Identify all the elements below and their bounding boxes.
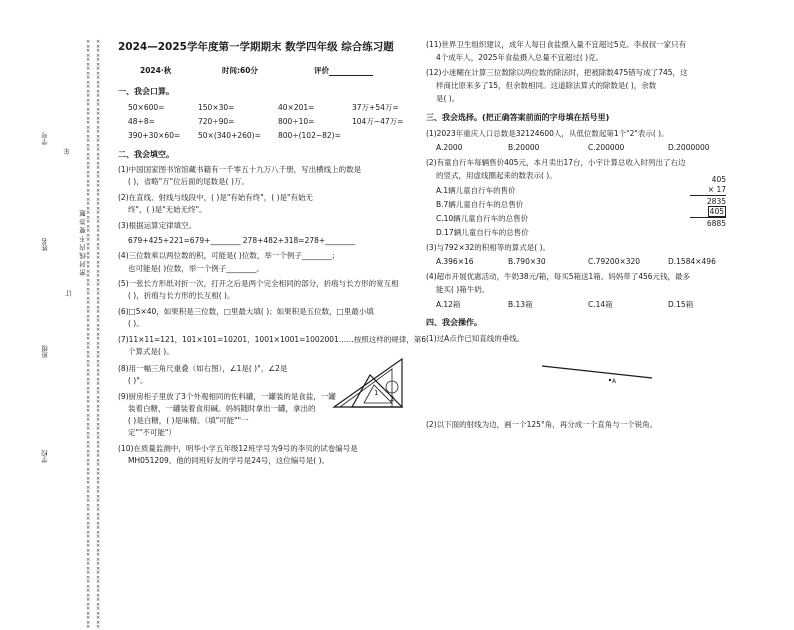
sec3-q4: (4)超市开展优惠活动，牛奶38元/箱，每买5箱送1箱。妈妈带了456元钱，最多: [426, 272, 691, 281]
oral-calc-r3c3: 800÷(102−82)=: [278, 131, 341, 140]
sec3-title: 三、我会选择。(把正确答案前面的字母填在括号里): [426, 113, 610, 122]
sec2-line: (4)三位数乘以两位数的积，可能是( )位数，举一个例子________；: [118, 251, 340, 260]
sec2-line: 也可能是( )位数，举一个例子________。: [128, 264, 264, 273]
angle1-label: 1: [374, 389, 379, 397]
sec2b-line: 4个成年人，2025年食盐摄入总量不宜超过( )克。: [436, 53, 604, 62]
angle2-label: 2: [390, 395, 395, 403]
exam-term: 2024·秋: [140, 66, 172, 75]
sec4-title: 四、我会操作。: [426, 318, 482, 327]
oral-calc-r1c1: 50×600=: [128, 103, 165, 112]
calc-line: 6885: [706, 219, 726, 228]
oral-calc-r2c4: 104万−47万=: [352, 117, 404, 126]
calc-line: × 17: [707, 185, 726, 194]
sec3-q2: (2)有童自行车每辆售价405元，本月卖出17台，小宇计算总收入时列出了右边: [426, 158, 686, 167]
sec3-q2-opt-c: C.10辆儿童自行车的总售价: [436, 214, 529, 223]
triangle-ruler-figure: [330, 355, 406, 411]
sec2-line: (2)在直线、射线与线段中，( )是"有始有终"，( )是"有始无: [118, 193, 313, 202]
sec3-q4-opt-a: A.12箱: [436, 300, 461, 309]
oral-calc-r2c1: 48÷8=: [128, 117, 155, 126]
binding-label-xingming: 姓名: [41, 238, 49, 251]
oral-calc-r1c3: 40×201=: [278, 103, 315, 112]
sec3-q3: (3)与792×32的积相等的算式是( )。: [426, 243, 551, 252]
sec2-line: (10)在质量监测中，明华小学五年级12班学号为9号的李贝的试卷编号是: [118, 444, 358, 453]
exam-time: 时间:60分: [222, 66, 258, 75]
oral-calc-r1c2: 150×30=: [198, 103, 235, 112]
sec3-q3-opt-c: C.79200×320: [588, 257, 641, 266]
sec2-line: ( )，折痕与长方形的长互相( )。: [128, 291, 235, 300]
binding-label-nian: 年: [63, 148, 71, 155]
oral-calc-r3c2: 50×(340+260)=: [198, 131, 261, 140]
sec2-line: ( )是白糖，( )是味精。（填"可能""一: [128, 416, 249, 425]
given-line-figure: [540, 362, 660, 384]
sec3-q4: 能买( )箱牛奶。: [436, 285, 490, 294]
calc-line: 2835: [706, 197, 726, 206]
vertical-multiplication: [690, 175, 726, 229]
sec3-q2: 的竖式，用虚线圈起来的数表示( )。: [436, 171, 557, 180]
sec2-title: 二、我会填空。: [118, 150, 174, 159]
sec1-title: 一、我会口算。: [118, 87, 174, 96]
sec2b-line: 样商比原来多了15，但余数相同。这道除法算式的除数是( )，余数: [436, 81, 657, 90]
sec3-q1-opt-b: B.20000: [508, 143, 540, 152]
sec2-line: MH051209。他的同班好友的学号是24号，这位编号是( )。: [128, 456, 330, 465]
sec3-q1-opt-d: D.2000000: [668, 143, 710, 152]
sec4-q1: (1)过A点作已知直线的垂线。: [426, 334, 525, 343]
seal-notice: 密 封 线 内 不 要 答 题: [79, 210, 87, 277]
sec2-line: ( )°。: [128, 376, 148, 385]
sec3-q2-opt-d: D.17辆儿童自行车的总售价: [436, 228, 529, 237]
sec2-line: (1)中国国家图书馆馆藏书籍有一千零五十九万八千册，写出横线上的数是: [118, 165, 362, 174]
binding-strip: ×××××××××××××××××××××××××××××××××××××××××××××××××××××××××××××××××××××××××××××××××××××××××××××××××××××××××××××××××××××××××××××××××××: [86, 39, 91, 630]
sec3-q1-opt-c: C.200000: [588, 143, 625, 152]
oral-calc-r1c4: 37万+54万=: [352, 103, 399, 112]
binding-label-ding: 订: [65, 290, 73, 297]
sec2-line: (6)□5×40，如果积是三位数，□里最大填( )；如果积是五位数，□里最小填: [118, 307, 374, 316]
oral-calc-r2c3: 800÷10=: [278, 117, 315, 126]
exam-title: 2024—2025学年度第一学期期末 数学四年级 综合练习题: [118, 41, 394, 53]
binding-label-banji: 班级: [41, 345, 49, 358]
sec3-q4-opt-d: D.15箱: [668, 300, 694, 309]
calc-line: 405: [711, 175, 726, 184]
sec2-line: 679+425+221=679+________ 278+482+318=278+________: [128, 236, 356, 245]
sec3-q4-opt-c: C.14箱: [588, 300, 613, 309]
score-label: 评价: [314, 66, 373, 76]
sec2-line: 定""不可能"）: [128, 428, 176, 437]
sec2b-line: (11)世界卫生组织建议，成年人每日食盐摄入量不宜超过5克。李叔叔一家只有: [426, 40, 687, 49]
sec3-q3-opt-b: B.790×30: [508, 257, 546, 266]
sec2-line: ( )，省略"万"位后面的尾数是( )万。: [128, 177, 249, 186]
sec4-q2: (2)以下面的射线为边，画一个125°角，再分成一个直角与一个锐角。: [426, 420, 658, 429]
sec3-q1: (1)2023年重庆人口总数是32124600人，从低位数起第1个"2"表示( )。: [426, 129, 669, 138]
oral-calc-r2c2: 720÷90=: [198, 117, 235, 126]
sec2-line: 个算式是( )。: [128, 347, 174, 356]
sec2-line: (7)11×11=121，101×101=10201，1001×1001=1002001……按照这样的规律，第6: [118, 335, 427, 344]
sec2b-line: 是( )。: [436, 94, 460, 103]
sec3-q1-opt-a: A.2000: [436, 143, 463, 152]
sec3-q3-opt-a: A.396×16: [436, 257, 474, 266]
sec2-line: 终"，( )是"无始无终"。: [128, 205, 207, 214]
sec3-q2-opt-a: A.1辆儿童自行车的售价: [436, 186, 516, 195]
sec2-line: (3)根据运算定律填空。: [118, 221, 197, 230]
point-a-label: A: [612, 378, 617, 385]
sec2-line: ( )。: [128, 319, 144, 328]
oral-calc-r3c1: 390+30×60=: [128, 131, 181, 140]
calc-circled-line: 405: [709, 207, 724, 216]
binding-label-xuehao: 学号: [41, 132, 49, 145]
sec3-q3-opt-d: D.1584×496: [668, 257, 716, 266]
sec3-q4-opt-b: B.13箱: [508, 300, 533, 309]
sec2-line: (8)用一幅三角尺重叠（如右图），∠1是( )°，∠2是: [118, 364, 288, 373]
sec2b-line: (12)小迷糊在计算三位数除以两位数的除法时，把被除数475错写成了745，这: [426, 68, 688, 77]
sec2-line: (9)厨房柜子里放了3个外观相同的佐料罐，一罐装的是食盐，一罐: [118, 392, 336, 401]
binding-strip-2: ×××××××××××××××××××××××××××××××××××××××××××××××××××××××××××××××××××××××××××××××××××××××××××××××××××××××××××××××××××××××××××××××××××: [96, 39, 101, 630]
sec3-q2-opt-b: B.7辆儿童自行车的总售价: [436, 200, 524, 209]
binding-label-xuexiao: 学校: [41, 450, 49, 463]
sec2-line: (5)一张长方形纸对折一次，打开之后是两个完全相同的部分，折痕与长方形的宽互相: [118, 279, 399, 288]
sec2-line: 装着白糖，一罐装着食用碱。妈妈随时拿出一罐，拿出的: [128, 404, 316, 413]
